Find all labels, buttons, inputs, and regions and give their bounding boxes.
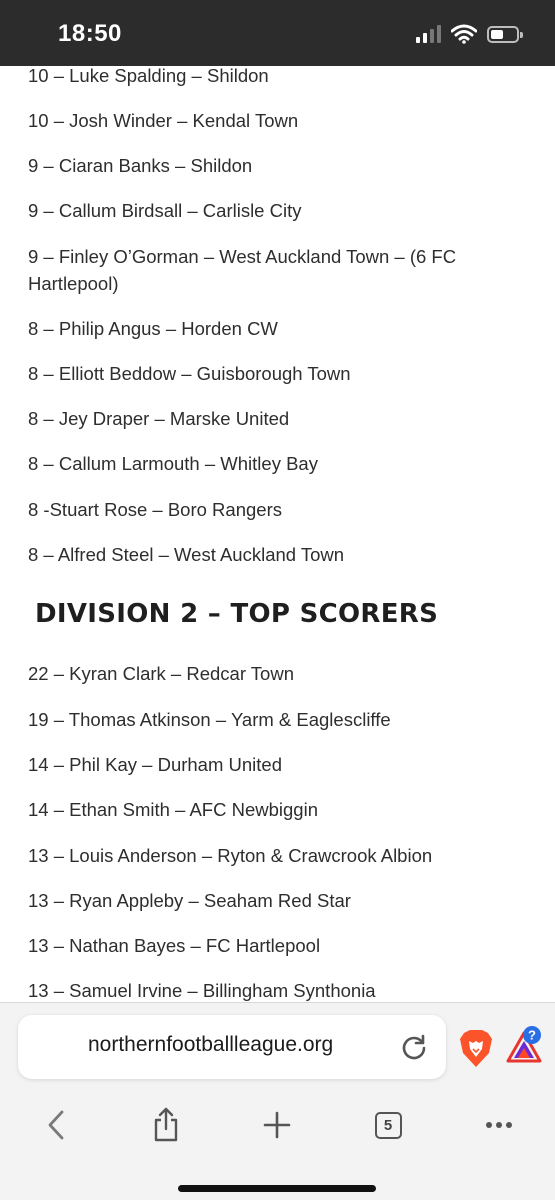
scorer-entry: 8 – Elliott Beddow – Guisborough Town [28,363,351,384]
scorer-entry: 10 – Luke Spalding – Shildon [28,66,269,86]
scorer-entry: 8 – Jey Draper – Marske United [28,408,290,429]
scorer-entry: 8 -Stuart Rose – Boro Rangers [28,499,282,520]
scorer-entry: 13 – Nathan Bayes – FC Hartlepool [28,935,321,956]
scorer-entry: 9 – Finley O’Gorman – West Auckland Town – (6 FC Hartlepool) [28,246,457,294]
url-text[interactable]: northernfootballleague.org [88,1033,334,1056]
section-heading: DIVISION 2 – TOP SCORERS [35,599,439,629]
tabs-icon: 5 [375,1112,402,1139]
status-time: 18:50 [58,20,122,47]
share-button[interactable] [144,1103,188,1147]
tabs-button[interactable] [366,1103,410,1147]
scorer-entry: 8 – Callum Larmouth – Whitley Bay [28,453,318,474]
bottom-toolbar [0,1103,555,1147]
new-tab-button[interactable] [255,1103,299,1147]
status-bar [0,0,555,66]
scorer-entry: 9 – Callum Birdsall – Carlisle City [28,200,302,221]
plus-icon [263,1111,291,1139]
status-icons [416,24,519,44]
scorer-entry: 19 – Thomas Atkinson – Yarm & Eaglescliffe [28,709,391,730]
more-dots-icon [485,1121,513,1129]
extension-badge: ? [528,1027,536,1043]
menu-button[interactable] [477,1103,521,1147]
scorer-entry: 9 – Ciaran Banks – Shildon [28,155,253,176]
scorer-entry: 13 – Louis Anderson – Ryton & Crawcrook Albion [28,845,433,866]
wifi-icon [451,24,477,44]
article-content [0,66,555,1002]
scorer-entry: 13 – Samuel Irvine – Billingham Synthonia [28,980,376,1001]
scorer-entry: 22 – Kyran Clark – Redcar Town [28,663,294,684]
scorer-entry: 14 – Phil Kay – Durham United [28,754,282,775]
scorer-entry: 8 – Alfred Steel – West Auckland Town [28,544,345,565]
back-arrow-icon [46,1109,66,1141]
back-button[interactable] [34,1103,78,1147]
scorer-entry: 14 – Ethan Smith – AFC Newbiggin [28,799,318,820]
home-indicator[interactable] [178,1185,376,1192]
address-bar[interactable] [18,1015,446,1079]
brave-rewards-icon[interactable] [504,1025,544,1067]
reload-icon[interactable] [400,1033,428,1061]
battery-icon [487,26,519,43]
browser-chrome [0,1002,555,1200]
share-icon [152,1107,180,1143]
signal-bars-icon [416,25,441,43]
brave-lion-icon[interactable] [458,1029,494,1069]
scorer-entry: 8 – Philip Angus – Horden CW [28,318,278,339]
scorer-entry: 10 – Josh Winder – Kendal Town [28,110,299,131]
scorer-entry: 13 – Ryan Appleby – Seaham Red Star [28,890,351,911]
